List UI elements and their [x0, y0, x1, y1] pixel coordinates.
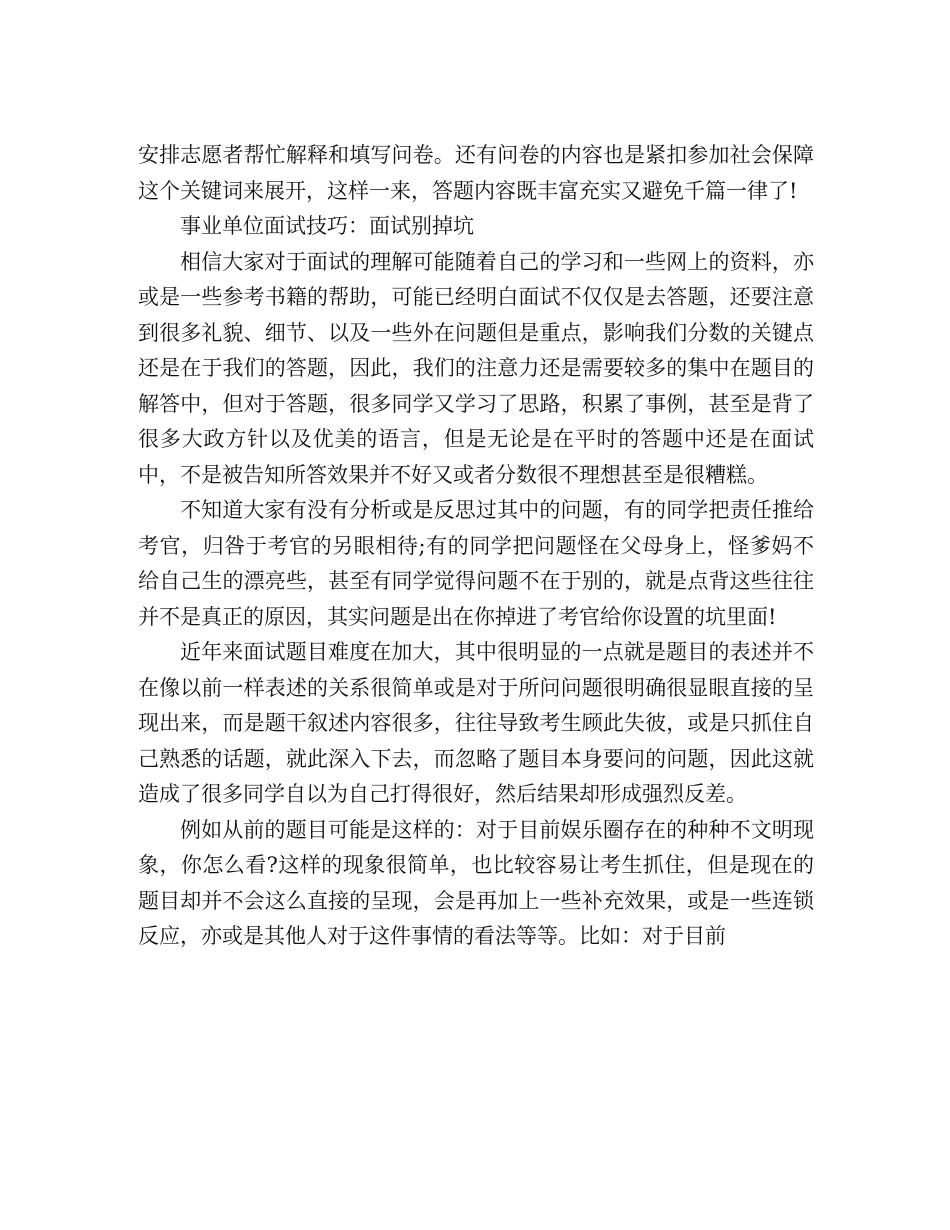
paragraph: 例如从前的题目可能是这样的：对于目前娱乐圈存在的种种不文明现象，你怎么看?这样的现象很简单，也比较容易让考生抓住，但是现在的题目却并不会这么直接的呈现，会是再加上一些补充效果，或是一些连锁反应，亦或是其他人对于这件事情的看法等等。比如：对于目前: [138, 817, 814, 948]
document-body: [138, 138, 814, 955]
paragraph: 相信大家对于面试的理解可能随着自己的学习和一些网上的资料，亦或是一些参考书籍的帮助，可能已经明白面试不仅仅是去答题，还要注意到很多礼貌、细节、以及一些外在问题但是重点，影响我们分数的关键点还是在于我们的答题，因此，我们的注意力还是需要较多的集中在题目的解答中，但对于答题，很多同学又学习了思路，积累了事例，甚至是背了很多大政方针以及优美的语言，但是无论是在平时的答题中还是在面试中，不是被告知所答效果并不好又或者分数很不理想甚至是很糟糕。: [138, 249, 814, 487]
paragraph-continuation: 安排志愿者帮忙解释和填写问卷。还有问卷的内容也是紧扣参加社会保障这个关键词来展开，这样一来，答题内容既丰富充实又避免千篇一律了!: [138, 143, 814, 203]
paragraph: 近年来面试题目难度在加大，其中很明显的一点就是题目的表述并不在像以前一样表述的关系很简单或是对于所问问题很明确很显眼直接的呈现出来，而是题干叙述内容很多，往往导致考生顾此失彼，或是只抓住自己熟悉的话题，就此深入下去，而忽略了题目本身要问的问题，因此这就造成了很多同学自以为自己打得很好，然后结果却形成强烈反差。: [138, 640, 814, 806]
paragraph: 不知道大家有没有分析或是反思过其中的问题，有的同学把责任推给考官，归咎于考官的另眼相待;有的同学把问题怪在父母身上，怪爹妈不给自己生的漂亮些，甚至有同学觉得问题不在于别的，就是点背这些往往并不是真正的原因，其实问题是出在你掉进了考官给你设置的坑里面!: [138, 498, 814, 629]
section-heading: 事业单位面试技巧：面试别掉坑: [180, 214, 474, 238]
